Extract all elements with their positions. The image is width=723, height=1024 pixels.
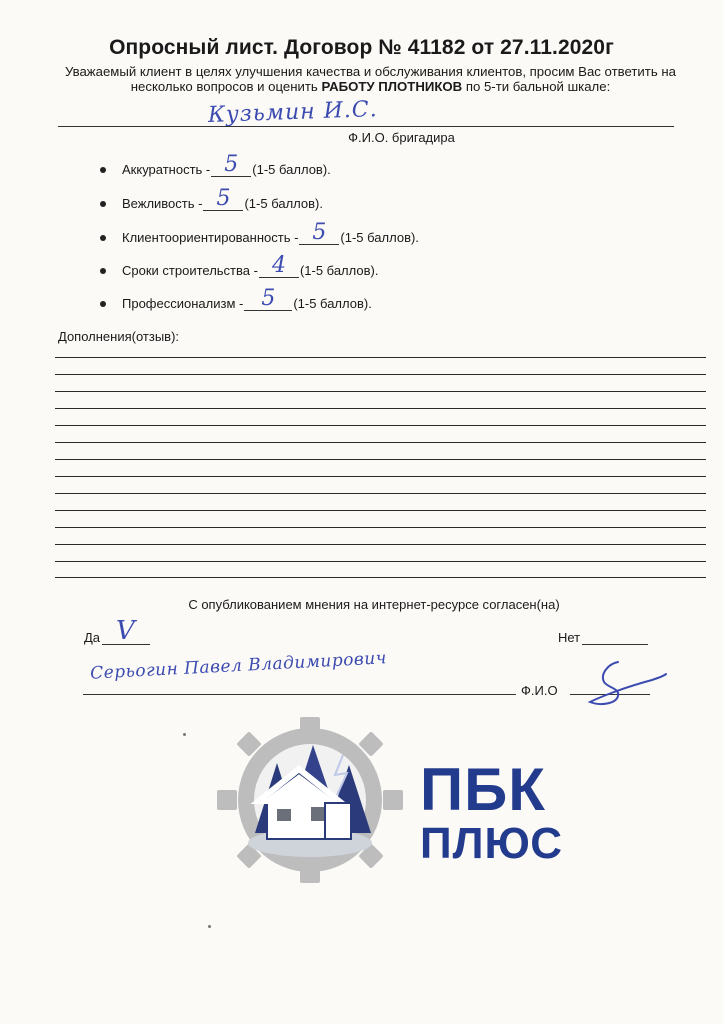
feedback-line xyxy=(55,577,706,578)
feedback-line xyxy=(55,374,706,375)
client-handwritten-name: Серьогин Павел Владимирович xyxy=(89,648,388,684)
feedback-line xyxy=(55,442,706,443)
rating-blank xyxy=(211,152,251,177)
consent-text: С опубликованием мнения на интернет-ресурсе согласен(на) xyxy=(188,597,560,612)
intro-bold: РАБОТУ ПЛОТНИКОВ xyxy=(321,79,463,94)
logo-line-1: ПБК xyxy=(420,756,546,823)
logo-line-2: ПЛЮС xyxy=(420,819,564,868)
rating-blank xyxy=(244,286,292,311)
feedback-label: Дополнения(отзыв): xyxy=(58,329,180,344)
rating-item xyxy=(100,186,323,211)
company-logo-icon xyxy=(215,715,405,885)
rating-value: 5 xyxy=(312,220,327,245)
bullet-icon xyxy=(100,301,106,307)
feedback-line xyxy=(55,527,706,528)
intro-text xyxy=(58,64,683,94)
feedback-line xyxy=(55,493,706,494)
intro-part-2: по 5-ти бальной шкале: xyxy=(462,79,611,94)
rating-item xyxy=(100,286,372,311)
rating-blank xyxy=(259,253,299,278)
bullet-icon xyxy=(100,201,106,207)
rating-item xyxy=(100,253,379,278)
feedback-line xyxy=(55,391,706,392)
no-blank xyxy=(582,630,648,645)
bullet-icon xyxy=(100,167,106,173)
feedback-line xyxy=(55,544,706,545)
yes-label: Да xyxy=(84,630,101,645)
foreman-name-line xyxy=(58,126,674,127)
rating-scale: (1-5 баллов). xyxy=(299,263,379,278)
rating-label: Вежливость - xyxy=(122,196,203,211)
intro-part-1: Уважаемый клиент в целях улучшения качества и обслуживания клиентов, просим Вас ответить на несколько вопросов и оценить xyxy=(64,64,676,94)
rating-label: Профессионализм - xyxy=(122,296,244,311)
no-label: Нет xyxy=(558,630,581,645)
feedback-line xyxy=(55,459,706,460)
rating-blank xyxy=(203,186,243,211)
feedback-line xyxy=(55,476,706,477)
bullet-icon xyxy=(100,235,106,241)
client-name-line xyxy=(83,694,516,695)
feedback-line xyxy=(55,561,706,562)
rating-scale: (1-5 баллов). xyxy=(340,230,419,245)
fio-label: Ф.И.О xyxy=(521,683,558,698)
rating-value: 5 xyxy=(216,186,231,211)
foreman-caption: Ф.И.О. бригадира xyxy=(348,130,455,145)
rating-scale: (1-5 баллов). xyxy=(293,296,372,311)
consent-yes xyxy=(84,616,150,646)
bullet-icon xyxy=(100,268,106,274)
foreman-handwritten-name: Кузьмин И.С. xyxy=(207,97,379,128)
company-logo-text xyxy=(420,756,564,868)
feedback-line xyxy=(55,408,706,409)
yes-checkmark: V xyxy=(116,616,135,646)
rating-value: 5 xyxy=(261,286,276,311)
rating-value: 5 xyxy=(224,152,239,177)
speck xyxy=(208,925,211,928)
handwritten-signature xyxy=(578,658,668,713)
document-title: Опросный лист. Договор № 41182 от 27.11.2020г xyxy=(109,36,614,59)
rating-blank xyxy=(299,220,339,245)
yes-blank xyxy=(102,616,150,646)
rating-label: Сроки строительства - xyxy=(122,263,258,278)
rating-item xyxy=(100,220,419,245)
feedback-line xyxy=(55,357,706,358)
feedback-line xyxy=(55,510,706,511)
rating-scale: (1-5 баллов). xyxy=(244,196,323,211)
rating-scale: (1-5 баллов). xyxy=(252,162,331,177)
rating-label: Клиентоориентированность - xyxy=(122,230,299,245)
rating-item xyxy=(100,152,331,177)
feedback-line xyxy=(55,425,706,426)
rating-label: Аккуратность - xyxy=(122,162,211,177)
rating-value: 4 xyxy=(271,253,286,278)
speck xyxy=(183,733,186,736)
consent-no xyxy=(558,630,648,645)
